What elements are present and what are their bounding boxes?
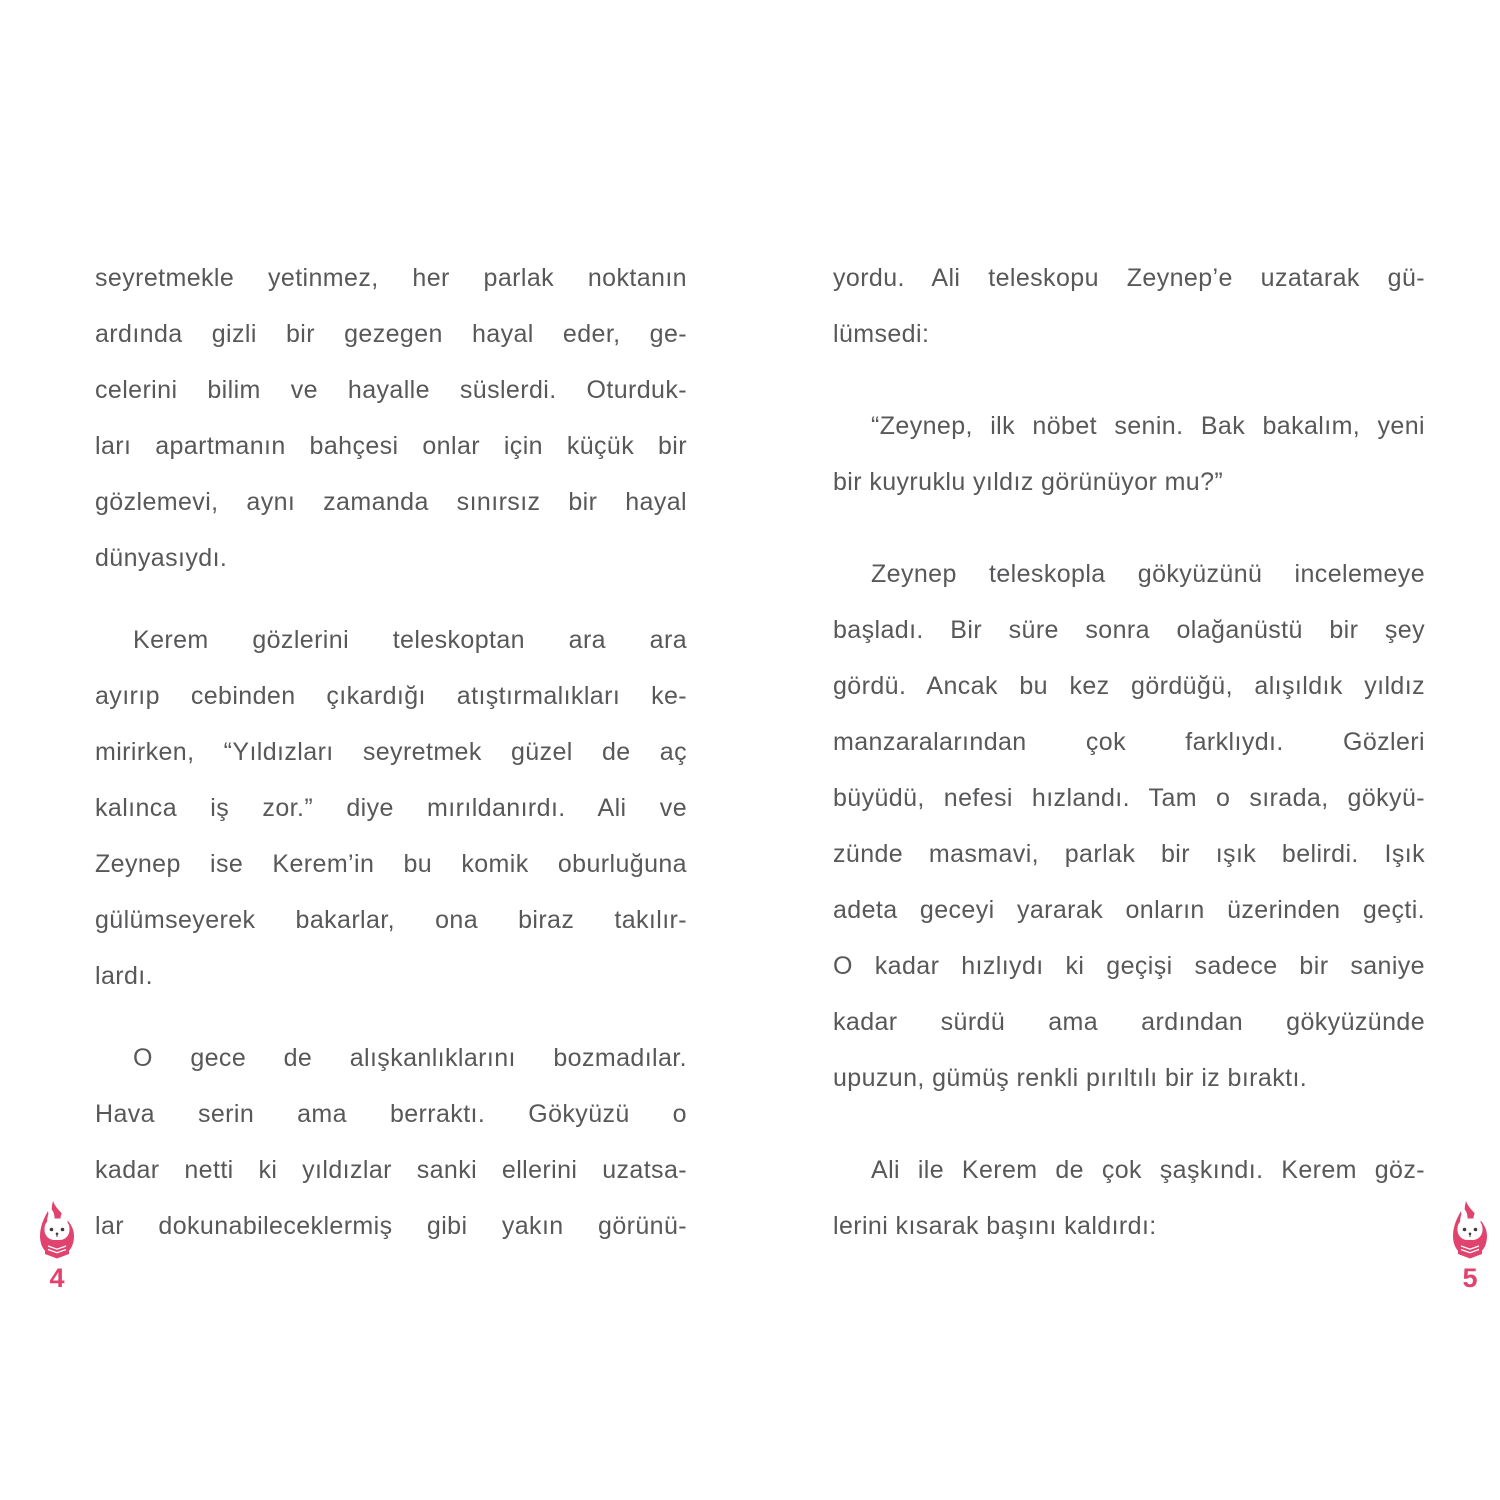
text-line: kalınca iş zor.” diye mırıldanırdı. Ali ve [95, 794, 687, 822]
text-line: Ali ile Kerem de çok şaşkındı. Kerem göz- [871, 1156, 1425, 1184]
text-line: mirirken, “Yıldızları seyretmek güzel de aç [95, 738, 687, 766]
page-number-left: 4 [49, 1263, 65, 1293]
paragraph [833, 250, 1425, 362]
page-number-right: 5 [1462, 1263, 1478, 1293]
text-line: zünde masmavi, parlak bir ışık belirdi. Işık [833, 840, 1425, 868]
text-line: büyüdü, nefesi hızlandı. Tam o sırada, gökyü- [833, 784, 1425, 812]
text-line: gördü. Ancak bu kez gördüğü, alışıldık yıldız [833, 672, 1425, 700]
text-line: bir kuyruklu yıldız görünüyor mu?” [833, 468, 1224, 496]
text-line: ayırıp cebinden çıkardığı atıştırmalıkları ke- [95, 682, 687, 710]
text-line: lardı. [95, 962, 153, 990]
text-line: başladı. Bir süre sonra olağanüstü bir şey [833, 616, 1425, 644]
text-line: lar dokunabileceklermiş gibi yakın görünü- [95, 1212, 687, 1240]
text-line: gülümseyerek bakarlar, ona biraz takılır- [95, 906, 687, 934]
paragraph [833, 398, 1425, 510]
text-line: O gece de alışkanlıklarını bozmadılar. [133, 1044, 687, 1072]
publisher-mascot-icon [35, 1200, 79, 1262]
text-line: upuzun, gümüş renkli pırıltılı bir iz bıraktı. [833, 1064, 1308, 1092]
text-line: Zeynep ise Kerem’in bu komik oburluğuna [95, 850, 687, 878]
page-left-text [95, 250, 687, 1254]
paragraph [95, 250, 687, 586]
text-line: “Zeynep, ilk nöbet senin. Bak bakalım, yeni [871, 412, 1425, 440]
page-right-text [833, 250, 1425, 1290]
text-line: kadar sürdü ama ardından gökyüzünde [833, 1008, 1425, 1036]
text-line: seyretmekle yetinmez, her parlak noktanın [95, 264, 687, 292]
text-line: celerini bilim ve hayalle süslerdi. Oturduk- [95, 376, 687, 404]
page-right-footer [1441, 1200, 1499, 1292]
text-line: Hava serin ama berraktı. Gökyüzü o [95, 1100, 687, 1128]
text-line: dünyasıydı. [95, 544, 228, 572]
text-line: ardında gizli bir gezegen hayal eder, ge- [95, 320, 687, 348]
paragraph [833, 546, 1425, 1106]
paragraph [833, 1142, 1425, 1254]
text-line: gözlemevi, aynı zamanda sınırsız bir hayal [95, 488, 687, 516]
text-line: adeta geceyi yararak onların üzerinden geçti. [833, 896, 1425, 924]
text-line: O kadar hızlıydı ki geçişi sadece bir saniye [833, 952, 1425, 980]
text-line: Zeynep teleskopla gökyüzünü incelemeye [871, 560, 1425, 588]
text-line: manzaralarından çok farklıydı. Gözleri [833, 728, 1425, 756]
paragraph [95, 612, 687, 1004]
text-line: Kerem gözlerini teleskoptan ara ara [133, 626, 687, 654]
publisher-mascot-icon [1448, 1200, 1492, 1262]
text-line: lerini kısarak başını kaldırdı: [833, 1212, 1157, 1240]
paragraph [95, 1030, 687, 1254]
text-line: kadar netti ki yıldızlar sanki ellerini uzatsa- [95, 1156, 687, 1184]
text-line: ları apartmanın bahçesi onlar için küçük bir [95, 432, 687, 460]
page-left-footer [28, 1200, 86, 1292]
text-line: lümsedi: [833, 320, 930, 348]
text-line: yordu. Ali teleskopu Zeynep’e uzatarak gü- [833, 264, 1425, 292]
